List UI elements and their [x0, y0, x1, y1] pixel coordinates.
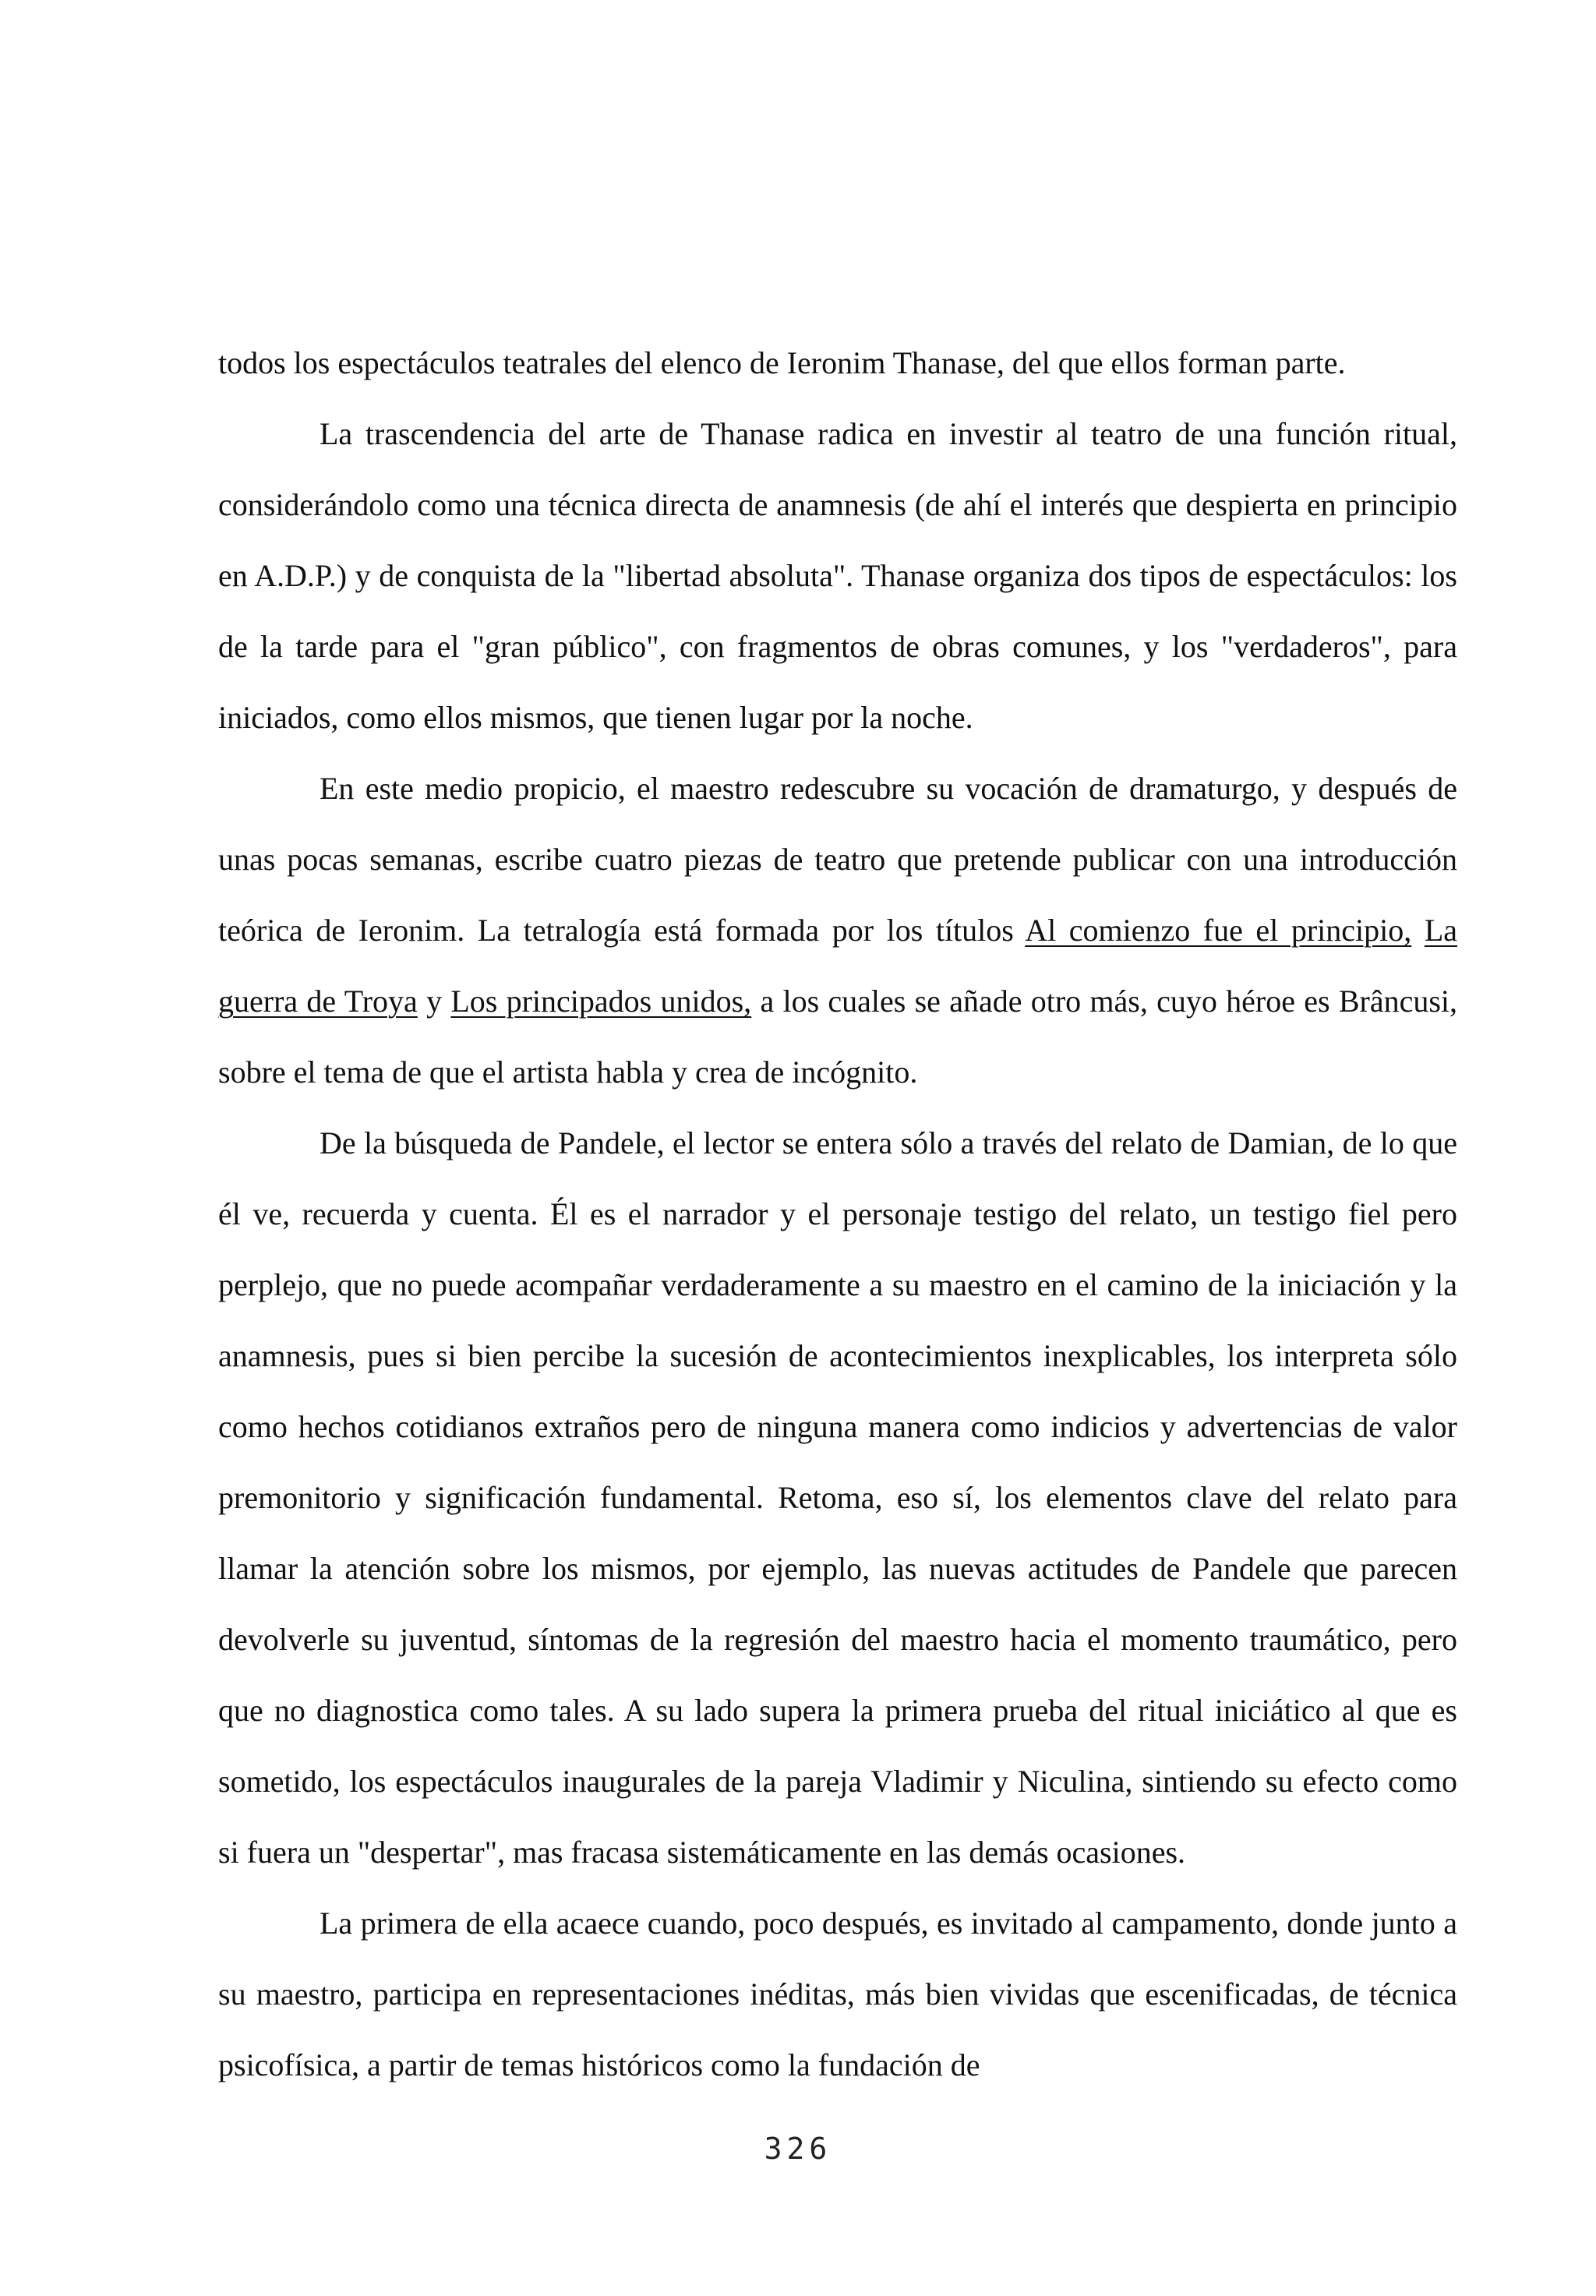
text-segment: todos los espectáculos teatrales del elenco de Ieronim Thanase, del que ellos forman parte. [218, 345, 1346, 380]
paragraph-campamento [218, 1888, 1457, 2100]
text-segment: a los cuales se añade otro más, cuyo héroe es Brâncusi, sobre el tema de que el artista habla y crea de incógnito. [218, 984, 1458, 1090]
paragraph-thanase-art [218, 398, 1457, 753]
text-segment: y [417, 984, 451, 1019]
paragraph-pandele-search [218, 1107, 1457, 1888]
text-segment: La trascendencia del arte de Thanase radica en investir al teatro de una función ritual, considerándolo como una técnica directa de anamnesis (de ahí el interés que despierta en principio en A.D.P.) y de conquista de la "libertad absoluta". Thanase organiza dos tipos de espectáculos: los de la tarde para el "gran público", con fragmentos de obras comunes, y los "verdaderos", para iniciados, como ellos mismos, que tienen lugar por la noche. [218, 416, 1457, 735]
underlined-title: Los principados unidos, [450, 984, 752, 1019]
text-segment: En este medio propicio, el maestro redescubre su vocación de dramaturgo, y después de unas pocas semanas, escribe cuatro piezas de teatro que pretende publicar con una introducción teórica de Ieronim. La tetralogía está formada por los títulos [218, 771, 1457, 948]
paragraph-tetralogy [218, 753, 1457, 1107]
paragraph-continuation [218, 327, 1457, 398]
underlined-title: La guerra de Troya [218, 913, 1458, 1019]
page-number: 326 [764, 2132, 832, 2166]
underlined-title: Al comienzo fue el principio, [1025, 913, 1412, 948]
text-segment [1411, 913, 1425, 948]
text-segment: De la búsqueda de Pandele, el lector se entera sólo a través del relato de Damian, de lo que él ve, recuerda y cuenta. Él es el narrador y el personaje testigo del relato, un testigo fiel pero perplejo, que no puede acompañar verdaderamente a su maestro en el camino de la iniciación y la anamnesis, pues si bien percibe la sucesión de acontecimientos inexplicables, los interpreta sólo como hechos cotidianos extraños pero de ninguna manera como indicios y advertencias de valor premonitorio y significación fundamental. Retoma, eso sí, los elementos clave del relato para llamar la atención sobre los mismos, por ejemplo, las nuevas actitudes de Pandele que parecen devolverle su juventud, síntomas de la regresión del maestro hacia el momento traumático, pero que no diagnostica como tales. A su lado supera la primera prueba del ritual iniciático al que es sometido, los espectáculos inaugurales de la pareja Vladimir y Niculina, sintiendo su efecto como si fuera un "despertar", mas fracasa sistemáticamente en las demás ocasiones. [218, 1125, 1457, 1870]
text-segment: La primera de ella acaece cuando, poco después, es invitado al campamento, donde junto a su maestro, participa en representaciones inéditas, más bien vividas que escenificadas, de técnica psicofísica, a partir de temas históricos como la fundación de [218, 1906, 1457, 2082]
body-text [218, 327, 1457, 2100]
